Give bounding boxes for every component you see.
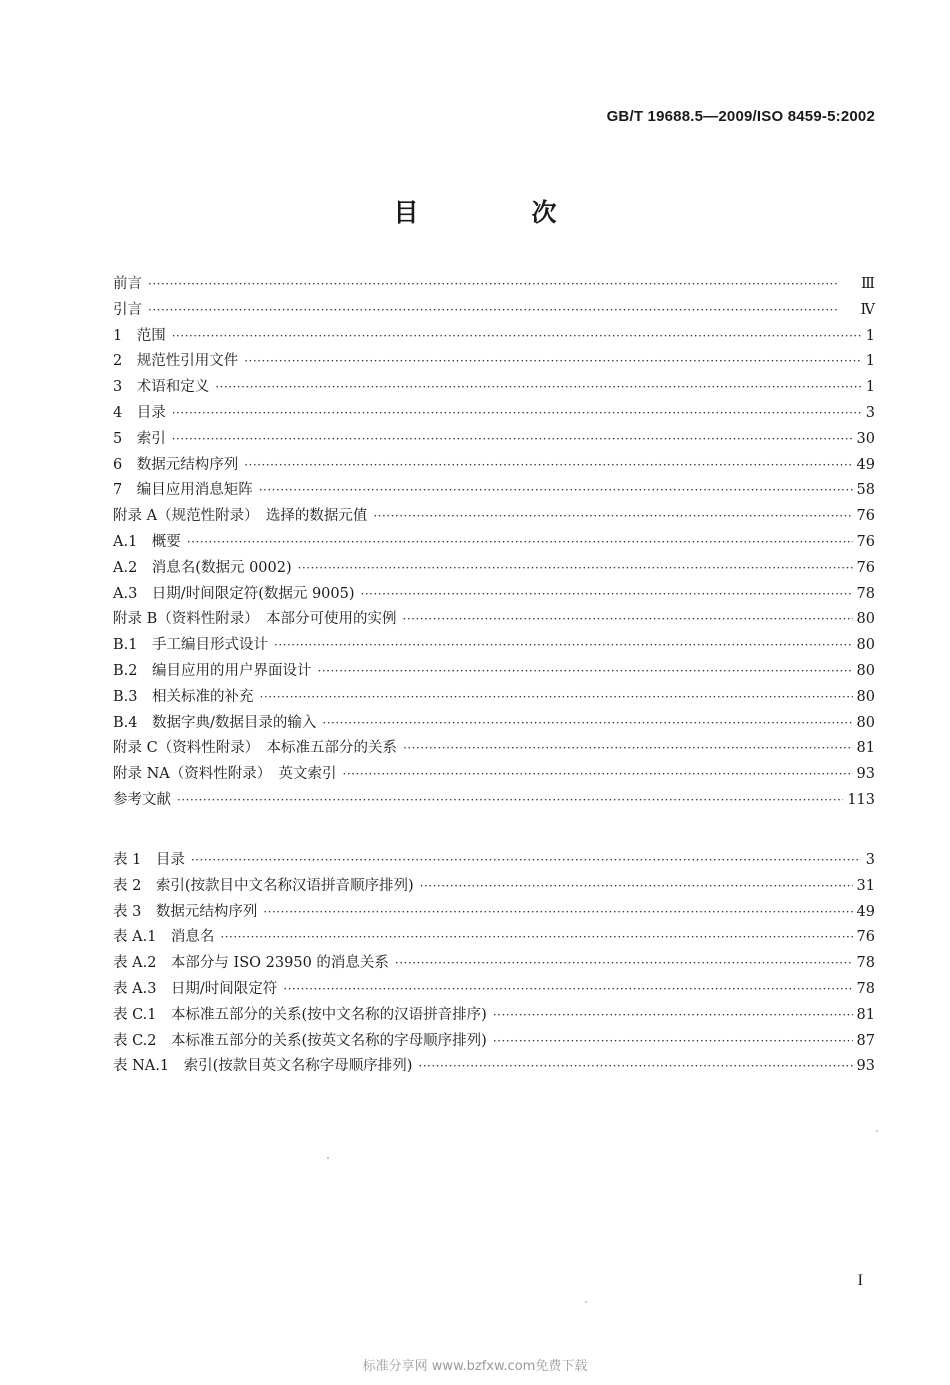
toc-entry-label: 附录 NA（资料性附录） 英文索引 bbox=[113, 766, 337, 783]
toc-entry-label: 引言 bbox=[113, 301, 142, 318]
table-entry-page: 93 bbox=[856, 1058, 875, 1075]
toc-entry-page: 58 bbox=[856, 482, 875, 499]
dot-leader bbox=[244, 453, 852, 479]
table-entry-label: 表 A.1 消息名 bbox=[113, 929, 215, 946]
table-entry-label: 表 C.1 本标准五部分的关系(按中文名称的汉语拼音排序) bbox=[113, 1006, 487, 1023]
dot-leader bbox=[493, 1029, 853, 1055]
toc-entry[interactable] bbox=[113, 298, 875, 324]
dot-leader bbox=[420, 874, 853, 900]
toc-entry[interactable] bbox=[113, 582, 875, 608]
table-entry-label: 表 NA.1 索引(按款目英文名称字母顺序排列) bbox=[113, 1058, 413, 1075]
dot-leader bbox=[322, 711, 852, 737]
toc-entry-page: 76 bbox=[856, 559, 875, 576]
toc-entry-label: B.2 编目应用的用户界面设计 bbox=[113, 662, 312, 679]
toc-entry-label: 5 索引 bbox=[113, 430, 166, 447]
dot-leader bbox=[418, 1054, 852, 1080]
table-entry-label: 表 C.2 本标准五部分的关系(按英文名称的字母顺序排列) bbox=[113, 1032, 487, 1049]
toc-entry[interactable] bbox=[113, 349, 875, 375]
toc-entry-page: 76 bbox=[856, 508, 875, 525]
table-entry[interactable] bbox=[113, 900, 875, 926]
toc-entry-page: 93 bbox=[856, 766, 875, 783]
toc-entry-page: 49 bbox=[856, 456, 875, 473]
table-entry[interactable] bbox=[113, 925, 875, 951]
toc-entry-page: Ⅳ bbox=[860, 301, 875, 318]
table-entry-page: 3 bbox=[865, 852, 875, 868]
toc-entry-label: 前言 bbox=[113, 276, 142, 292]
page-number: I bbox=[857, 1272, 863, 1289]
toc-entry-label: 附录 C（资料性附录） 本标准五部分的关系 bbox=[113, 740, 397, 757]
dot-leader bbox=[148, 298, 857, 324]
dot-leader bbox=[298, 556, 853, 582]
toc-entry-label: B.3 相关标准的补充 bbox=[113, 688, 254, 705]
dot-leader bbox=[283, 977, 852, 1003]
toc-entry-label: B.1 手工编目形式设计 bbox=[113, 637, 268, 654]
toc-entry[interactable] bbox=[113, 401, 875, 427]
table-entry-label: 表 A.2 本部分与 ISO 23950 的消息关系 bbox=[113, 955, 389, 972]
table-entry-page: 31 bbox=[856, 877, 875, 894]
toc-entry[interactable] bbox=[113, 272, 875, 298]
toc-entry[interactable] bbox=[113, 762, 875, 788]
dot-leader bbox=[263, 900, 852, 926]
table-entry-page: 87 bbox=[856, 1032, 875, 1049]
table-entry-page: 81 bbox=[856, 1006, 875, 1023]
table-entry-label: 表 A.3 日期/时间限定符 bbox=[113, 980, 278, 997]
toc-entry-label: 6 数据元结构序列 bbox=[113, 456, 239, 473]
toc-entry[interactable] bbox=[113, 736, 875, 762]
table-entry[interactable] bbox=[113, 1029, 875, 1055]
table-of-contents bbox=[113, 272, 875, 814]
toc-entry[interactable] bbox=[113, 324, 875, 350]
table-entry-page: 78 bbox=[856, 980, 875, 997]
toc-entry-page: 80 bbox=[856, 714, 875, 731]
dot-leader bbox=[493, 1003, 853, 1029]
toc-entry-label: 2 规范性引用文件 bbox=[113, 353, 239, 370]
dot-leader bbox=[148, 272, 857, 298]
toc-entry[interactable] bbox=[113, 375, 875, 401]
toc-entry-label: 7 编目应用消息矩阵 bbox=[113, 482, 253, 499]
scan-speck bbox=[327, 1157, 329, 1159]
table-entry[interactable] bbox=[113, 951, 875, 977]
page-title: 目 次 bbox=[393, 198, 601, 227]
table-entry[interactable] bbox=[113, 977, 875, 1003]
toc-entry-label: 4 目录 bbox=[113, 404, 166, 421]
toc-entry-page: 80 bbox=[856, 611, 875, 628]
dot-leader bbox=[220, 925, 852, 951]
toc-entry-page: 1 bbox=[865, 327, 875, 344]
watermark: 标准分享网 www.bzfxw.com免费下载 bbox=[362, 1359, 588, 1374]
toc-entry[interactable] bbox=[113, 607, 875, 633]
toc-entry-label: 附录 B（资料性附录） 本部分可使用的实例 bbox=[113, 611, 397, 628]
table-entry-page: 76 bbox=[856, 929, 875, 946]
dot-leader bbox=[259, 478, 853, 504]
table-entry-page: 49 bbox=[856, 903, 875, 920]
table-entry-page: 78 bbox=[856, 955, 875, 972]
dot-leader bbox=[172, 324, 861, 350]
dot-leader bbox=[191, 848, 861, 874]
table-entry-label: 表 1 目录 bbox=[113, 852, 185, 868]
toc-entry[interactable] bbox=[113, 530, 875, 556]
dot-leader bbox=[403, 607, 853, 633]
toc-entry-page: 1 bbox=[865, 379, 875, 396]
dot-leader bbox=[395, 951, 853, 977]
dot-leader bbox=[274, 633, 853, 659]
toc-entry-label: A.2 消息名(数据元 0002) bbox=[113, 559, 292, 576]
toc-entry-page: 80 bbox=[856, 688, 875, 705]
dot-leader bbox=[403, 736, 853, 762]
toc-entry-page: 1 bbox=[865, 353, 875, 370]
toc-entry[interactable] bbox=[113, 478, 875, 504]
table-entry[interactable] bbox=[113, 848, 875, 874]
dot-leader bbox=[172, 401, 861, 427]
toc-entry-label: 参考文献 bbox=[113, 791, 171, 808]
toc-entry-label: 1 范围 bbox=[113, 327, 166, 344]
toc-entry[interactable] bbox=[113, 633, 875, 659]
toc-entry-page: 3 bbox=[865, 404, 875, 421]
toc-entry-page: 80 bbox=[856, 637, 875, 654]
toc-entry[interactable] bbox=[113, 556, 875, 582]
table-entry[interactable] bbox=[113, 1003, 875, 1029]
table-entry[interactable] bbox=[113, 874, 875, 900]
list-of-tables bbox=[113, 848, 875, 1080]
toc-entry-page: 30 bbox=[856, 430, 875, 447]
toc-entry[interactable] bbox=[113, 711, 875, 737]
toc-entry-page: 113 bbox=[847, 791, 875, 808]
toc-entry-label: A.1 概要 bbox=[113, 533, 181, 550]
dot-leader bbox=[343, 762, 853, 788]
scan-speck bbox=[876, 1130, 878, 1132]
toc-entry-label: 附录 A（规范性附录） 选择的数据元值 bbox=[113, 508, 368, 525]
toc-entry-page: 76 bbox=[856, 533, 875, 550]
toc-entry-page: 78 bbox=[856, 585, 875, 602]
toc-entry-page: 81 bbox=[856, 740, 875, 757]
toc-entry[interactable] bbox=[113, 453, 875, 479]
dot-leader bbox=[318, 659, 853, 685]
scan-speck bbox=[585, 1301, 587, 1303]
dot-leader bbox=[187, 530, 853, 556]
table-entry-label: 表 2 索引(按款目中文名称汉语拼音顺序排列) bbox=[113, 877, 414, 894]
toc-entry[interactable] bbox=[113, 427, 875, 453]
toc-entry-label: 3 术语和定义 bbox=[113, 379, 210, 396]
toc-entry-label: A.3 日期/时间限定符(数据元 9005) bbox=[113, 585, 355, 602]
toc-entry[interactable] bbox=[113, 788, 875, 814]
toc-entry-label: B.4 数据字典/数据目录的输入 bbox=[113, 714, 317, 731]
dot-leader bbox=[215, 375, 861, 401]
dot-leader bbox=[172, 427, 853, 453]
dot-leader bbox=[177, 788, 843, 814]
table-entry[interactable] bbox=[113, 1054, 875, 1080]
standard-code: GB/T 19688.5—2009/ISO 8459-5:2002 bbox=[606, 108, 875, 125]
toc-entry-page: 80 bbox=[856, 662, 875, 679]
dot-leader bbox=[361, 582, 853, 608]
toc-entry[interactable] bbox=[113, 685, 875, 711]
dot-leader bbox=[373, 504, 852, 530]
toc-entry[interactable] bbox=[113, 659, 875, 685]
dot-leader bbox=[260, 685, 853, 711]
toc-entry[interactable] bbox=[113, 504, 875, 530]
table-entry-label: 表 3 数据元结构序列 bbox=[113, 903, 258, 920]
dot-leader bbox=[244, 349, 861, 375]
toc-entry-page: Ⅲ bbox=[861, 276, 875, 292]
